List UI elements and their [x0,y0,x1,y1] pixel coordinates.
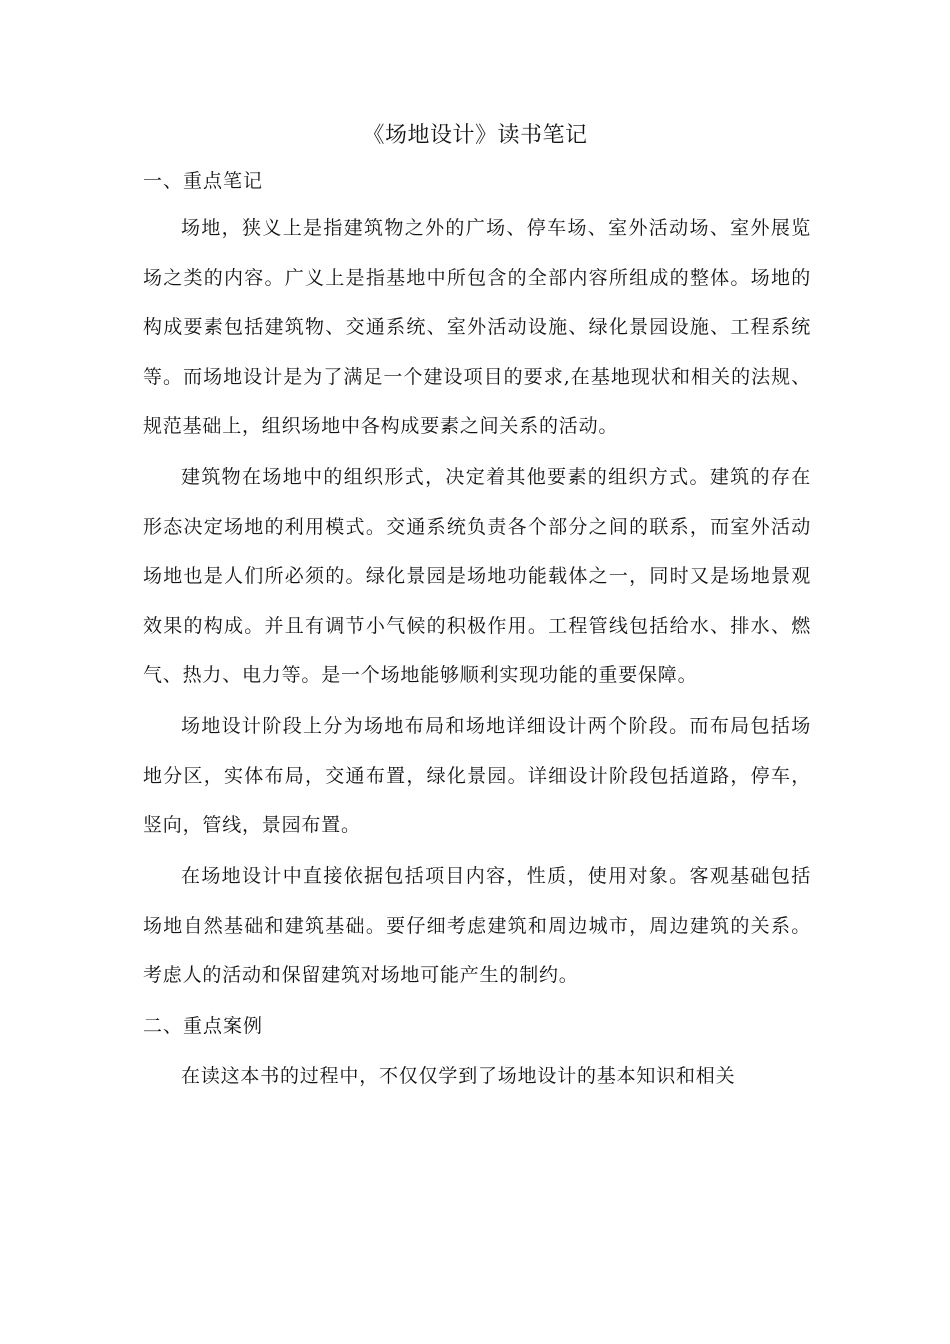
document-title: 《场地设计》读书笔记 [362,123,588,148]
paragraph-design-basis: 在场地设计中直接依据包括项目内容，性质，使用对象。客观基础包括场地自然基础和建筑基础。要仔细考虑建筑和周边城市，周边建筑的关系。考虑人的活动和保留建筑对场地可能产生的制约。 [143,865,811,987]
paragraph-reading-process: 在读这本书的过程中，不仅仅学到了场地设计的基本知识和相关 [181,1065,736,1087]
paragraph-building-organization: 建筑物在场地中的组织形式，决定着其他要素的组织方式。建筑的存在形态决定场地的利用模式。交通系统负责各个部分之间的联系，而室外活动场地也是人们所必须的。绿化景园是场地功能载体之一，同时又是场地景观效果的构成。并且有调节小气候的积极作用。工程管线包括给水、排水、燃气、热力、电力等。是一个场地能够顺利实现功能的重要保障。 [143,466,811,687]
section-heading-key-notes: 一、重点笔记 [143,170,264,192]
section-heading-key-cases: 二、重点案例 [143,1015,264,1037]
paragraph-site-definition: 场地，狭义上是指建筑物之外的广场、停车场、室外活动场、室外展览场之类的内容。广义上是指基地中所包含的全部内容所组成的整体。场地的构成要素包括建筑物、交通系统、室外活动设施、绿化景园设施、工程系统等。而场地设计是为了满足一个建设项目的要求,在基地现状和相关的法规、规范基础上，组织场地中各构成要素之间关系的活动。 [143,217,811,438]
paragraph-design-stages: 场地设计阶段上分为场地布局和场地详细设计两个阶段。而布局包括场地分区，实体布局，交通布置，绿化景园。详细设计阶段包括道路，停车，竖向，管线，景园布置。 [143,715,811,837]
